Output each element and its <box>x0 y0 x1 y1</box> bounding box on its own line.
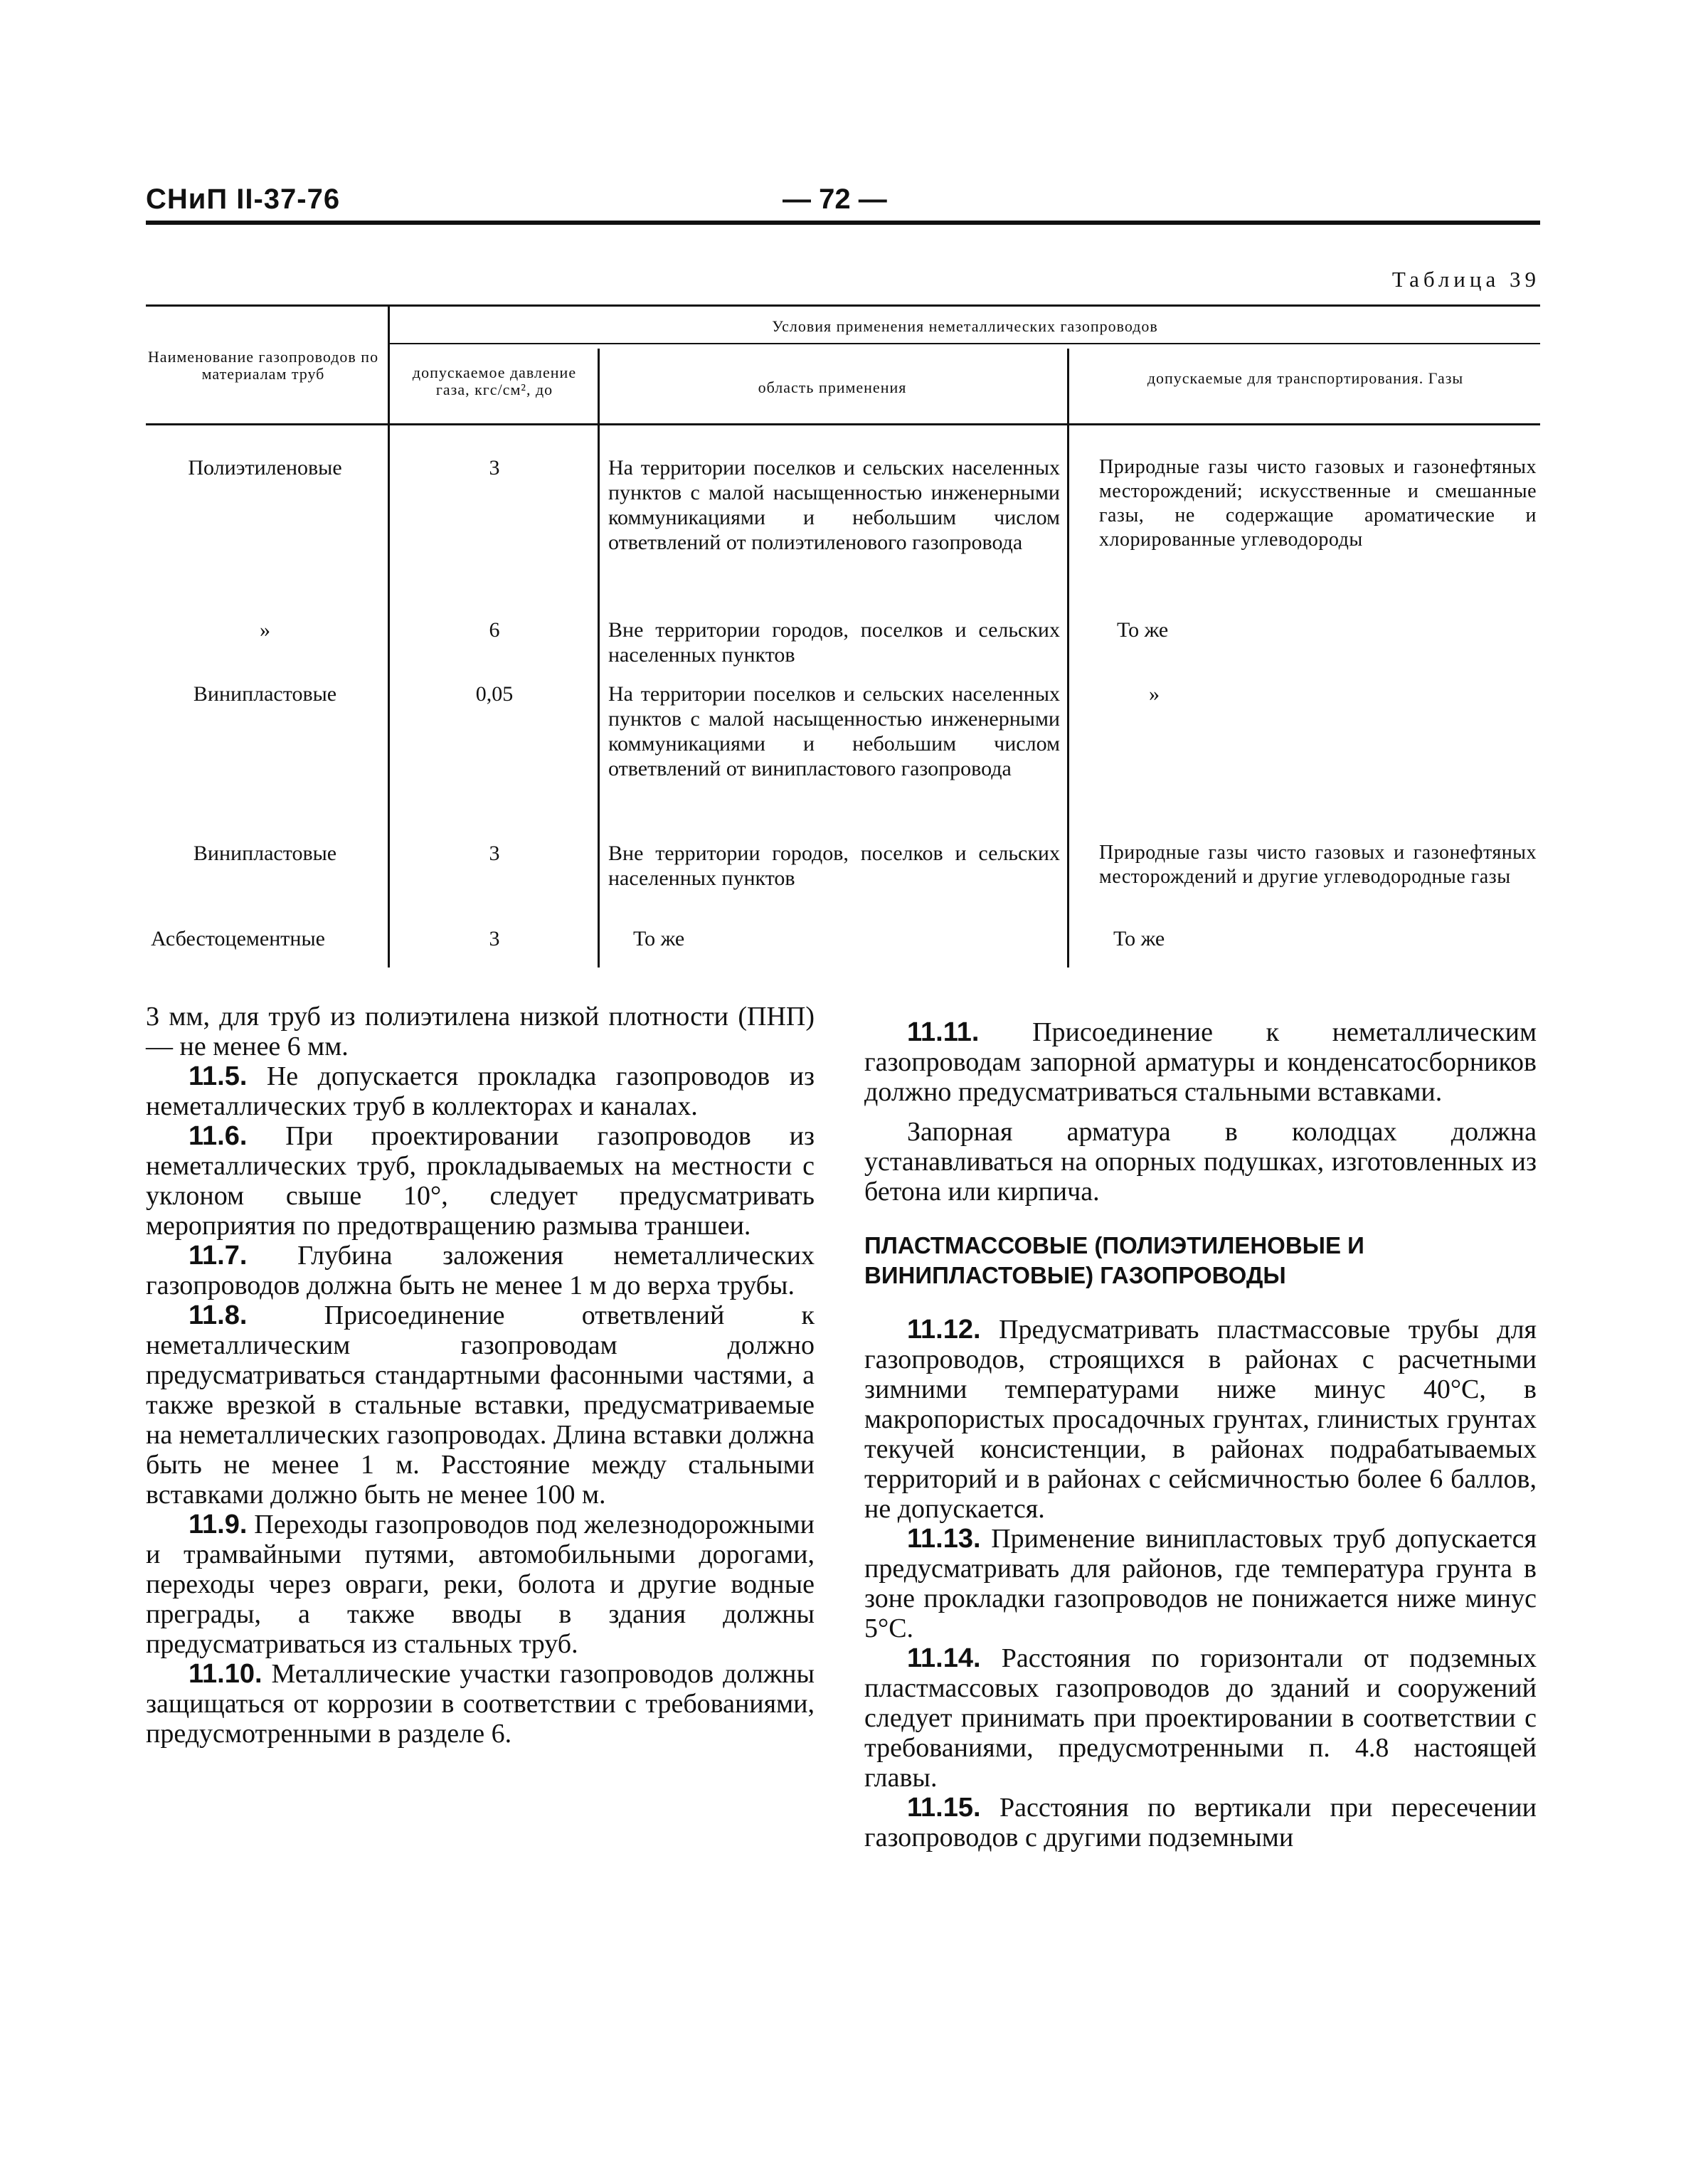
cell-area: На территории поселков и сельских населенных пунктов с малой насыщенностью инженерными коммуникациями и небольшим числом ответвлений от полиэтиленового газопровода <box>608 456 1060 554</box>
paragraph <box>146 1241 815 1300</box>
cell-gases: То же <box>1117 618 1169 642</box>
cell-pressure: 3 <box>489 456 500 479</box>
right-column <box>864 1017 1537 1852</box>
clause-number: 11.13. <box>907 1524 981 1554</box>
cell-gases: » <box>1149 682 1160 706</box>
paragraph-text: Глубина заложения неметаллических газопроводов должна быть не менее 1 м до верха трубы. <box>146 1241 815 1300</box>
cell-gases: Природные газы чисто газовых и газонефтяных месторождений и другие углеводородные газы <box>1099 842 1537 888</box>
header-conditions: Условия применения неметаллических газопроводов <box>772 317 1158 335</box>
paragraph-text: Расстояния по горизонтали от подземных пластмассовых газопроводов до зданий и сооружений следует принимать при проектировании в соответствии с требованиями, предусмотренными п. 4.8 настоящей главы. <box>864 1643 1537 1793</box>
paragraph <box>864 1315 1537 1524</box>
table-caption: Таблица 39 <box>1391 267 1540 292</box>
clause-number: 11.7. <box>189 1241 248 1271</box>
cell-pressure: 3 <box>489 927 500 950</box>
cell-area: То же <box>633 927 685 950</box>
paragraph-text: Предусматривать пластмассовые трубы для газопроводов, строящихся в районах с расчетными зимними температурами ниже минус 40°С, в макропористых просадочных грунтах, глинистых грунтах текучей консистенции, в районах подрабатываемых территорий и в районах с сейсмичностью более 6 баллов, не допускается. <box>864 1315 1537 1524</box>
paragraph <box>864 1793 1537 1852</box>
table-col-divider-2 <box>598 349 600 968</box>
paragraph <box>864 1524 1537 1643</box>
clause-number: 11.11. <box>907 1017 980 1047</box>
cell-name: Асбестоцементные <box>151 927 325 950</box>
cell-area: Вне территории городов, поселков и сельских населенных пунктов <box>608 618 1060 667</box>
clause-number: 11.10. <box>189 1659 263 1689</box>
header-rule <box>146 221 1540 225</box>
table-head-rule <box>146 423 1540 425</box>
cell-area: На территории поселков и сельских населенных пунктов с малой насыщенностью инженерными коммуникациями и небольшим числом ответвлений от винипластового газопровода <box>608 682 1060 780</box>
clause-number: 11.14. <box>907 1643 981 1673</box>
paragraph-text: При проектировании газопроводов из неметаллических труб, прокладываемых на местности с уклоном свыше 10°, следует предусматривать мероприятия по предотвращению размыва траншеи. <box>146 1121 815 1241</box>
cell-gases: То же <box>1113 927 1165 950</box>
cell-pressure: 6 <box>489 618 500 642</box>
paragraph <box>146 1510 815 1659</box>
cell-pressure: 3 <box>489 842 500 865</box>
paragraph-text: Присоединение к неметаллическим газопроводам запорной арматуры и конденсатосборников должно предусматриваться стальными вставками. <box>864 1017 1537 1107</box>
cell-area: Вне территории городов, поселков и сельских населенных пунктов <box>608 842 1060 890</box>
table-top-rule <box>146 304 1540 307</box>
document-code: СНиП II-37-76 <box>146 184 341 215</box>
cell-name: Винипластовые <box>193 842 337 865</box>
paragraph <box>146 1061 815 1121</box>
cell-name: Винипластовые <box>193 682 337 706</box>
clause-number: 11.6. <box>189 1121 248 1151</box>
paragraph <box>864 1017 1537 1107</box>
clause-number: 11.9. <box>189 1510 248 1539</box>
paragraph <box>146 1002 815 1061</box>
section-heading: ПЛАСТМАССОВЫЕ (ПОЛИЭТИЛЕНОВЫЕ И ВИНИПЛАСТОВЫЕ) ГАЗОПРОВОДЫ <box>864 1232 1364 1288</box>
clause-number: 11.5. <box>189 1061 248 1091</box>
cell-pressure: 0,05 <box>475 682 514 706</box>
paragraph-text: Не допускается прокладка газопроводов из неметаллических труб в коллекторах и каналах. <box>146 1061 815 1121</box>
table-col-divider-3 <box>1067 349 1069 968</box>
table-group-rule <box>390 343 1540 344</box>
paragraph <box>864 1643 1537 1793</box>
cell-gases: Природные газы чисто газовых и газонефтяных месторождений; искусственные и смешанные газы, не содержащие ароматические и хлорированные углеводороды <box>1099 456 1537 551</box>
paragraph-text: Расстояния по вертикали при пересечении газопроводов с другими подземными <box>864 1793 1537 1852</box>
paragraph-text: Переходы газопроводов под железнодорожными и трамвайными путями, автомобильными дорогами, переходы через овраги, реки, болота и другие водные преграды, а также вводы в здания должны предусматриваться из стальных труб. <box>146 1510 815 1659</box>
paragraph <box>146 1121 815 1241</box>
cell-name: Полиэтиленовые <box>188 456 342 479</box>
page-number: — 72 — <box>783 184 887 215</box>
clause-number: 11.8. <box>189 1300 248 1330</box>
paragraph-text: Присоединение ответвлений к неметаллическим газопроводам должно предусматриваться стандартными фасонными частями, а также врезкой в стальные вставки, предусматриваемые на неметаллических газопроводах. Длина вставки должна быть не менее 1 м. Расстояние между стальными вставками должно быть не менее 100 м. <box>146 1300 815 1510</box>
header-gases: допускаемые для транспортирования. Газы <box>1147 369 1464 387</box>
clause-number: 11.15. <box>907 1793 981 1823</box>
paragraph-text: Применение винипластовых труб допускается предусматривать для районов, где температура грунта в зоне прокладки газопроводов не понижается ниже минус 5°С. <box>864 1524 1537 1643</box>
paragraph <box>864 1117 1537 1207</box>
cell-name: » <box>260 618 270 642</box>
table-col-divider-1 <box>388 304 390 968</box>
paragraph-text: 3 мм, для труб из полиэтилена низкой плотности (ПНП) — не менее 6 мм. <box>146 1002 815 1061</box>
paragraph-text: Запорная арматура в колодцах должна устанавливаться на опорных подушках, изготовленных из бетона или кирпича. <box>864 1117 1537 1207</box>
paragraph <box>146 1659 815 1749</box>
header-area: область применения <box>758 378 907 396</box>
paragraph-text: Металлические участки газопроводов должны защищаться от коррозии в соответствии с требованиями, предусмотренными в разделе 6. <box>146 1659 815 1749</box>
left-column <box>146 1002 815 1749</box>
paragraph <box>146 1300 815 1510</box>
header-name: Наименование газопроводов по материалам труб <box>147 348 379 383</box>
clause-number: 11.12. <box>907 1315 981 1345</box>
header-pressure: допускаемое давление газа, кгс/см², до <box>412 364 577 398</box>
